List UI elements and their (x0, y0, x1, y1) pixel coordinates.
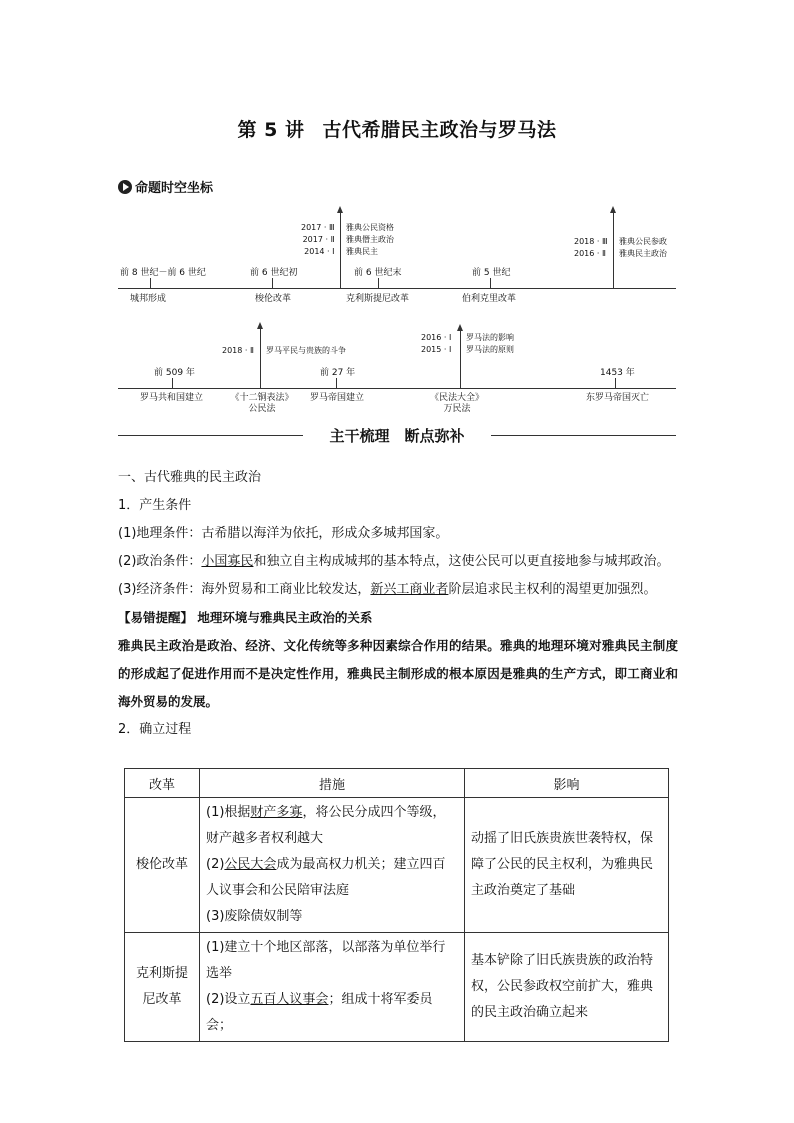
page-title (0, 115, 794, 142)
event-label: 克利斯提尼改革 (346, 294, 410, 304)
play-icon (118, 180, 132, 194)
exam-topics (466, 332, 514, 356)
measure (206, 800, 458, 852)
measures (200, 933, 465, 1042)
underlined-term: 五百人议事会 (250, 992, 329, 1007)
event-label-line: 《民法大全》 (429, 393, 484, 403)
exam-year: 2014 · Ⅰ (304, 247, 335, 256)
text: ，将公民分成四个等级，财产越多者权利越大 (206, 805, 446, 846)
event-label-line: 《十二铜表法》 (230, 393, 294, 403)
event-date: 前 6 世纪末 (354, 268, 402, 278)
arrow-up-icon (457, 324, 463, 331)
impact: 基本铲除了旧氏族贵族的政治特权，公民参政权空前扩大，雅典的民主政治确立起来 (465, 933, 669, 1042)
event-date: 1453 年 (600, 368, 635, 378)
underlined-term: 小国寡民 (201, 554, 254, 569)
exam-topic: 雅典公民资格 (346, 223, 394, 232)
exam-topic: 雅典民主政治 (619, 249, 667, 258)
timeline-axis (118, 388, 676, 389)
section-label (118, 177, 213, 196)
tip-heading (118, 604, 678, 632)
text: (1)地理条件：古希腊以海洋为依托，形成众多城邦国家。 (118, 526, 449, 541)
paragraph (118, 548, 678, 576)
exam-topic: 罗马法的影响 (466, 333, 514, 342)
exam-topic: 罗马法的原则 (466, 345, 514, 354)
arrow-up-icon (257, 322, 263, 329)
exam-year: 2017 · Ⅲ (301, 223, 335, 232)
text: (2)设立 (206, 992, 251, 1007)
exam-year: 2018 · Ⅱ (222, 346, 254, 355)
arrow-up-icon (337, 206, 343, 213)
exam-years (421, 332, 451, 356)
exam-year: 2018 · Ⅲ (574, 237, 608, 246)
exam-topics (619, 236, 667, 260)
timeline-tick (615, 378, 616, 388)
event-date: 前 5 世纪 (472, 268, 511, 278)
timeline-tick (150, 278, 151, 288)
event-label (230, 393, 294, 415)
exam-topics (346, 222, 394, 258)
text: (3)经济条件：海外贸易和工商业比较发达， (118, 582, 371, 597)
measures (200, 798, 465, 933)
timeline-tick (336, 378, 337, 388)
text: (2) (206, 857, 225, 872)
reform-table (124, 768, 669, 1042)
exam-years (301, 222, 335, 258)
exam-topic: 雅典民主 (346, 247, 378, 256)
lesson-name: 古代希腊民主政治与罗马法 (322, 119, 557, 141)
measure: (3)废除债奴制等 (206, 909, 303, 924)
event-label: 东罗马帝国灭亡 (586, 393, 650, 403)
text: 和独立自主构成城邦的基本特点，这使公民可以更直接地参与城邦政治。 (253, 554, 670, 569)
event-date: 前 6 世纪初 (250, 268, 298, 278)
lesson-number: 第 5 讲 (237, 119, 305, 141)
text: (2)政治条件： (118, 554, 202, 569)
event-date: 前 27 年 (320, 368, 356, 378)
event-label-line: 公民法 (248, 404, 276, 414)
timeline-tick (272, 278, 273, 288)
text: ；组成十将军委员会； (206, 992, 433, 1033)
underlined-term: 新兴工商业者 (370, 582, 449, 597)
measure (206, 852, 458, 904)
column-header: 影响 (465, 769, 669, 798)
event-date: 前 8 世纪－前 6 世纪 (120, 268, 206, 278)
heading-1: 一、古代雅典的民主政治 (118, 470, 262, 485)
underlined-term: 财产多寡 (250, 805, 303, 820)
arrow-line (340, 212, 341, 288)
section-banner (118, 425, 676, 445)
exam-year: 2017 · Ⅱ (302, 235, 335, 244)
table-row (125, 933, 669, 1042)
timeline-tick (172, 378, 173, 388)
text: 成为最高权力机关；建立四百人议事会和公民陪审法庭 (206, 857, 446, 898)
tip-body: 雅典民主政治是政治、经济、文化传统等多种因素综合作用的结果。雅典的地理环境对雅典民主制度的形成起了促进作用而不是决定性作用，雅典民主制形成的根本原因是雅典的生产方式，即工商业和海外贸易的发展。 (118, 638, 678, 709)
event-label: 伯利克里改革 (462, 294, 517, 304)
exam-topic: 罗马平民与贵族的斗争 (266, 346, 346, 355)
exam-years (574, 236, 608, 260)
underlined-term: 公民大会 (224, 857, 277, 872)
arrow-line (460, 330, 461, 388)
measure (206, 987, 458, 1039)
event-label: 罗马帝国建立 (310, 393, 365, 403)
banner-title: 主干梳理 断点弥补 (329, 427, 465, 445)
arrow-up-icon (610, 206, 616, 213)
event-date: 前 509 年 (154, 368, 195, 378)
column-header: 措施 (200, 769, 465, 798)
table-row (125, 798, 669, 933)
arrow-line (613, 212, 614, 288)
exam-year: 2015 · Ⅰ (421, 345, 452, 354)
event-label: 罗马共和国建立 (140, 393, 204, 403)
paragraph (118, 576, 678, 604)
tip-title: 地理环境与雅典民主政治的关系 (197, 610, 373, 625)
reform-name: 梭伦改革 (125, 798, 200, 933)
heading-2: 2．确立过程 (118, 722, 192, 737)
tip-tag: 【易错提醒】 (118, 610, 194, 625)
event-label-line: 万民法 (443, 404, 471, 414)
timeline-tick (378, 278, 379, 288)
exam-topic: 雅典僭主政治 (346, 235, 394, 244)
exam-year: 2016 · Ⅱ (574, 249, 606, 258)
timeline-tick (490, 278, 491, 288)
exam-year: 2016 · Ⅰ (421, 333, 452, 342)
paragraph (118, 520, 678, 548)
reform-name: 克利斯提尼改革 (125, 933, 200, 1042)
event-label: 梭伦改革 (255, 294, 292, 304)
heading-2: 1．产生条件 (118, 498, 192, 513)
main-content (118, 464, 678, 744)
impact: 动摇了旧氏族贵族世袭特权，保障了公民的民主权利，为雅典民主政治奠定了基础 (465, 798, 669, 933)
text: (1)根据 (206, 805, 251, 820)
text: 阶层追求民主权利的渴望更加强烈。 (448, 582, 657, 597)
table-header (125, 769, 669, 798)
event-label (426, 393, 488, 415)
column-header: 改革 (125, 769, 200, 798)
event-label: 城邦形成 (130, 294, 167, 304)
measure: (1)建立十个地区部落，以部落为单位举行选举 (206, 940, 446, 981)
section-label-text: 命题时空坐标 (135, 181, 214, 196)
exam-topic: 雅典公民参政 (619, 237, 667, 246)
timeline-axis (118, 288, 676, 289)
arrow-line (260, 328, 261, 388)
